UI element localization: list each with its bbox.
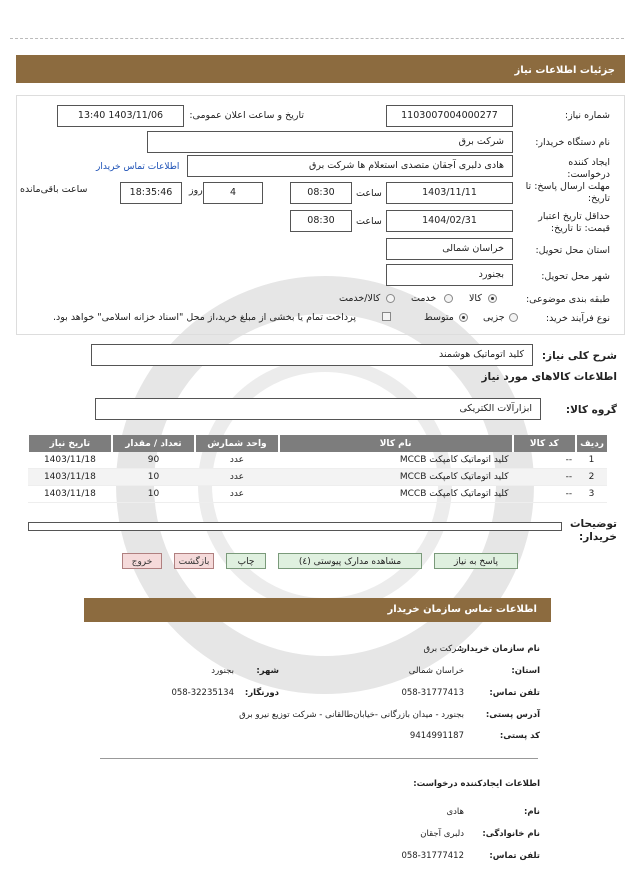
exit-button[interactable]: خروج xyxy=(122,553,162,569)
cell-row: 1 xyxy=(576,452,607,469)
remaining-time-field: 18:35:46 xyxy=(120,182,182,204)
process-medium-label: متوسط xyxy=(424,312,454,323)
contact-city-value: بجنورد xyxy=(211,666,234,676)
group-label: گروه کالا: xyxy=(565,404,617,416)
page-title: جزئیات اطلاعات نیاز xyxy=(514,65,615,76)
category-goods-label: کالا xyxy=(469,293,482,304)
top-divider xyxy=(10,38,624,39)
print-button[interactable]: چاپ xyxy=(226,553,266,569)
reply-button[interactable]: پاسخ به نیاز xyxy=(434,553,518,569)
col-date: تاریخ نیاز xyxy=(28,435,112,452)
buyer-org-label: نام دستگاه خریدار: xyxy=(535,137,610,148)
validity-label: حداقل تاریخ اعتبار قیمت: تا تاریخ: xyxy=(538,211,610,234)
contact-province-value: خراسان شمالی xyxy=(408,666,464,676)
buyer-contact-link[interactable]: اطلاعات تماس خریدار xyxy=(96,162,180,172)
col-qty: تعداد / مقدار xyxy=(112,435,195,452)
contact-divider xyxy=(100,758,538,759)
validity-time-field: 08:30 xyxy=(290,210,352,232)
goods-section-title: اطلاعات کالاهای مورد نیاز xyxy=(481,371,617,383)
cell-name: کلید اتوماتیک کامپکت MCCB xyxy=(279,486,513,503)
summary-field: کلید اتوماتیک هوشمند xyxy=(91,344,533,366)
col-unit: واحد شمارش xyxy=(195,435,279,452)
creator-label: ایجاد کننده درخواست: xyxy=(567,157,610,180)
treasury-payment-note: پرداخت تمام یا بخشی از مبلغ خرید،از محل "اسناد خزانه اسلامی" خواهد بود. xyxy=(53,312,356,323)
notes-label: توضیحات خریدار: xyxy=(569,518,617,543)
contact-address-label: آدرس پستی: xyxy=(485,710,540,720)
cell-code: -- xyxy=(513,469,577,486)
contact-title: اطلاعات تماس سازمان خریدار xyxy=(387,604,537,615)
cell-qty: 10 xyxy=(112,469,195,486)
cell-row: 2 xyxy=(576,469,607,486)
category-both-radio[interactable] xyxy=(386,294,395,303)
contact-city-label: شهر: xyxy=(256,666,279,676)
table-row xyxy=(28,486,607,503)
cell-name: کلید اتوماتیک کامپکت MCCB xyxy=(279,469,513,486)
cell-unit: عدد xyxy=(195,452,279,469)
deadline-label: مهلت ارسال پاسخ: تا تاریخ: xyxy=(525,181,610,204)
category-service-radio[interactable] xyxy=(444,294,453,303)
city-field: بجنورد xyxy=(386,264,513,286)
deadline-time-label: ساعت xyxy=(356,188,382,199)
cell-qty: 10 xyxy=(112,486,195,503)
creator-family-value: دلبری آجقان xyxy=(420,829,464,839)
province-field: خراسان شمالی xyxy=(386,238,513,260)
items-table xyxy=(27,435,607,503)
summary-label: شرح کلی نیاز: xyxy=(541,350,617,362)
contact-province-label: استان: xyxy=(511,666,540,676)
contact-org-label: نام سازمان خریدار: xyxy=(458,644,540,654)
province-label: استان محل تحویل: xyxy=(535,245,610,256)
creator-phone-label: تلفن تماس: xyxy=(489,851,540,861)
need-number-label: شماره نیاز: xyxy=(564,110,610,121)
table-row xyxy=(28,452,607,469)
need-number-field: 1103007004000277 xyxy=(386,105,513,127)
validity-time-label: ساعت xyxy=(356,216,382,227)
validity-date-field: 1404/02/31 xyxy=(386,210,513,232)
contact-address-value: بجنورد - میدان بازرگانی -خیابان‌طالقانی - شرکت توزیع نیرو برق xyxy=(239,710,464,720)
group-field: ابزارآلات الکتریکی xyxy=(95,398,541,420)
col-code: کد کالا xyxy=(513,435,577,452)
creator-field: هادی دلبری آجقان متصدی استعلام ها شرکت برق xyxy=(187,155,513,177)
category-service-label: خدمت xyxy=(411,293,437,304)
cell-row: 3 xyxy=(576,486,607,503)
table-row xyxy=(28,469,607,486)
cell-date: 1403/11/18 xyxy=(28,469,112,486)
days-label: روز xyxy=(189,185,203,196)
buyer-org-field: شرکت برق xyxy=(147,131,513,153)
city-label: شهر محل تحویل: xyxy=(541,271,610,282)
contact-fax-label: دورنگار: xyxy=(244,688,279,698)
treasury-payment-checkbox[interactable] xyxy=(382,312,391,321)
contact-phone-label: تلفن تماس: xyxy=(489,688,540,698)
cell-date: 1403/11/18 xyxy=(28,452,112,469)
cell-qty: 90 xyxy=(112,452,195,469)
table-header-row xyxy=(28,435,607,452)
back-button[interactable]: بازگشت xyxy=(174,553,214,569)
creator-info-title: اطلاعات ایجادکننده درخواست: xyxy=(413,779,540,789)
cell-unit: عدد xyxy=(195,486,279,503)
deadline-time-field: 08:30 xyxy=(290,182,352,204)
creator-name-label: نام: xyxy=(523,807,540,817)
category-label: طبقه بندی موضوعی: xyxy=(525,294,610,305)
contact-phone-value: 058-31777413 xyxy=(401,688,464,698)
process-minor-radio[interactable] xyxy=(509,313,518,322)
col-row: ردیف xyxy=(576,435,607,452)
page-header xyxy=(16,55,625,83)
creator-phone-value: 058-31777412 xyxy=(401,851,464,861)
contact-org-value: شرکت برق xyxy=(423,644,464,654)
announce-field: 1403/11/06 13:40 xyxy=(57,105,184,127)
category-goods-radio[interactable] xyxy=(488,294,497,303)
contact-postal-value: 9414991187 xyxy=(409,731,464,741)
col-name: نام کالا xyxy=(279,435,513,452)
attachments-button[interactable]: مشاهده مدارک پیوستی (٤) xyxy=(278,553,422,569)
process-medium-radio[interactable] xyxy=(459,313,468,322)
cell-code: -- xyxy=(513,452,577,469)
cell-code: -- xyxy=(513,486,577,503)
remaining-label: ساعت باقی‌مانده xyxy=(20,184,88,195)
days-field: 4 xyxy=(203,182,263,204)
contact-fax-value: 058-32235134 xyxy=(171,688,234,698)
deadline-date-field: 1403/11/11 xyxy=(386,182,513,204)
notes-field xyxy=(28,522,562,531)
creator-family-label: نام خانوادگی: xyxy=(482,829,540,839)
cell-date: 1403/11/18 xyxy=(28,486,112,503)
process-label: نوع فرآیند خرید: xyxy=(545,313,610,324)
contact-postal-label: کد پستی: xyxy=(499,731,540,741)
category-both-label: کالا/خدمت xyxy=(339,293,381,304)
announce-label: تاریخ و ساعت اعلان عمومی: xyxy=(189,110,304,121)
items-table-wrapper xyxy=(27,435,607,503)
creator-name-value: هادی xyxy=(446,807,464,817)
cell-name: کلید اتوماتیک کامپکت MCCB xyxy=(279,452,513,469)
contact-header xyxy=(84,598,551,622)
cell-unit: عدد xyxy=(195,469,279,486)
process-minor-label: جزیی xyxy=(483,312,505,323)
